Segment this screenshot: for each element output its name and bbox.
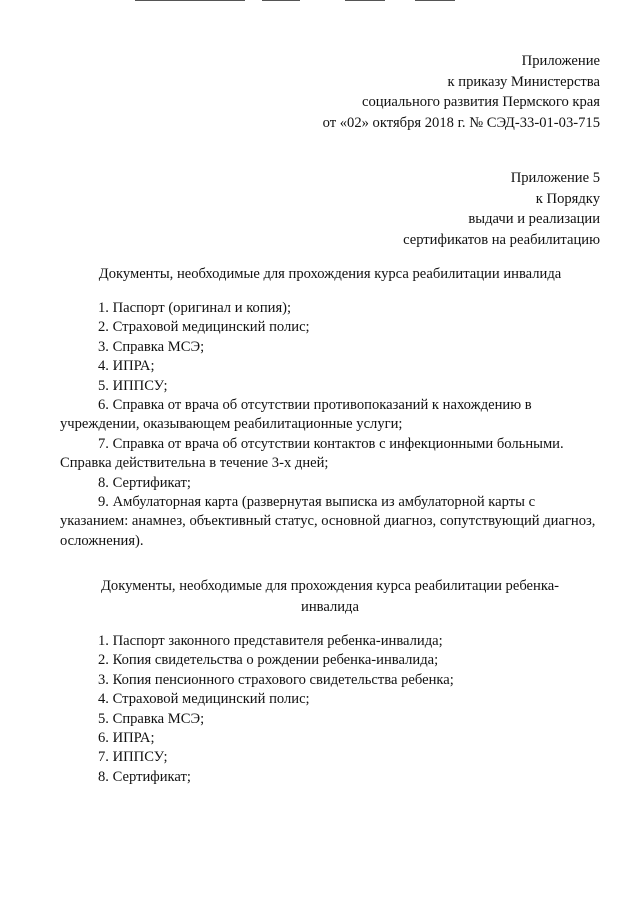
list-item: 8. Сертификат;	[98, 768, 191, 785]
approval-block	[323, 51, 600, 133]
list-item: 2. Страховой медицинский полис;	[98, 319, 310, 336]
list-item: 8. Сертификат;	[98, 474, 191, 491]
appendix-line: к Порядку	[535, 190, 600, 207]
list-item: 1. Паспорт законного представителя ребенка-инвалида;	[98, 633, 443, 649]
scan-artifact-line	[135, 0, 245, 1]
approval-line: к приказу Министерства	[447, 73, 600, 90]
list-item: 4. ИПРА;	[98, 358, 155, 375]
list-item: 5. ИППСУ;	[98, 377, 168, 394]
scan-artifact-line	[415, 0, 455, 1]
approval-line: от «02» октября 2018 г. № СЭД-33-01-03-715	[322, 114, 600, 131]
adult-documents-list	[60, 299, 600, 551]
approval-line: Приложение	[521, 53, 600, 69]
scan-artifact-line	[345, 0, 385, 1]
child-section-title-line: Документы, необходимые для прохождения курса реабилитации ребенка-	[100, 578, 560, 594]
appendix-line: сертификатов на реабилитацию	[403, 231, 600, 248]
list-item: 3. Копия пенсионного страхового свидетельства ребенка;	[98, 671, 454, 688]
approval-line: социального развития Пермского края	[362, 94, 600, 110]
list-item: 4. Страховой медицинский полис;	[98, 691, 310, 708]
child-section-title	[60, 576, 600, 617]
child-documents-list	[60, 632, 600, 787]
list-item: 9. Амбулаторная карта (развернутая выписка из амбулаторной карты с указанием: анамнез, объективный статус, основной диагноз, сопутствующий диагноз, осложнения).	[60, 494, 596, 549]
list-item: 7. ИППСУ;	[98, 749, 168, 766]
appendix-line: Приложение 5	[510, 170, 600, 186]
child-section-title-line: инвалида	[301, 598, 359, 615]
list-item: 5. Справка МСЭ;	[98, 710, 205, 727]
list-item: 6. ИПРА;	[98, 730, 155, 747]
list-item: 1. Паспорт (оригинал и копия);	[98, 300, 292, 316]
appendix-line: выдачи и реализации	[468, 211, 600, 227]
list-item: 3. Справка МСЭ;	[98, 338, 205, 355]
appendix-block	[403, 168, 600, 250]
list-item: 6. Справка от врача об отсутствии противопоказаний к нахождению в учреждении, оказывающем реабилитационные услуги;	[60, 397, 532, 433]
list-item: 7. Справка от врача об отсутствии контактов с инфекционными больными. Справка действительна в течение 3-х дней;	[60, 435, 564, 472]
scan-artifact-line	[262, 0, 300, 1]
adult-section-title: Документы, необходимые для прохождения курса реабилитации инвалида	[98, 266, 562, 282]
list-item: 2. Копия свидетельства о рождении ребенка-инвалида;	[98, 652, 439, 669]
